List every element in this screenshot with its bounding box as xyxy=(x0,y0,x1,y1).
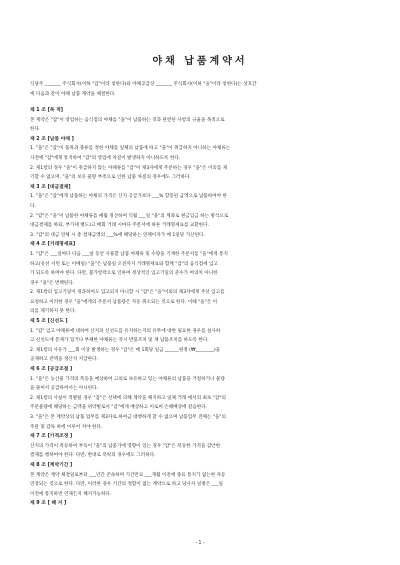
article-line: 이전에 통지하면 언제든지 해지가능하다. xyxy=(30,491,112,497)
article-line: 산지의 가격이 폭등하여 부득이 "을"의 납품가에 영향이 있는 경우 "갑"은 폭등한 가격을 감안한 xyxy=(30,443,221,449)
article-heading: 제 3 조 [대금결제] xyxy=(30,184,71,190)
article-line: 1. "갑" 입고 야채류에 대하여 산지의 신선도를 유지하는지의 유무에 대한 필요한 경우를 실사하 xyxy=(30,328,221,334)
article-line: 3. "갑"의 대금 연체 시 총 결제금액의 ___%에 해당하는 연체이자가 매 1일당 가산된다. xyxy=(30,232,205,238)
article-line: 2. "갑"은 "을"이 납품한 야채류를 매월 정산하여 익월 ___일 "을"의 계좌로 현금입금 하는 방식으로 xyxy=(30,213,229,219)
article-section xyxy=(30,317,375,365)
article-line: 1. "갑"은 ___일마다 다음 ___일 동안 사용할 납품 야채류 및 수량을 기재한 주문서를 "을"에게 통지 xyxy=(30,251,228,257)
article-line: 공제하고 잔액을 정산지 지급한다. xyxy=(30,357,98,363)
article-body xyxy=(30,442,375,461)
document-title: 야채 납품계약서 xyxy=(152,56,248,67)
article-heading: 제 1 조 [목 적] xyxy=(30,108,63,113)
article-section xyxy=(30,135,375,183)
article-body xyxy=(30,144,375,182)
article-section xyxy=(30,365,375,432)
article-section xyxy=(30,240,375,317)
article-line: 2. 제1항의 사유가 ___회 이상 발생하는 경우 "갑"은 매 1회당 일금 ______원정 (₩________)을 xyxy=(30,347,221,353)
article-line: 1. "을"은 농산물 가격의 폭등을 예상하여 고의로 보유하고 있는 야채류의 납품을 거절하거나 물량 xyxy=(30,376,225,382)
article-heading: 제 8 조 [계약기간 ] xyxy=(30,462,73,468)
article-line: 2. 제1항의 입고기일이 경과하여도 입고되지 아니할 시 "갑"은 "을"이외의 제3자에게 주선 입고를 xyxy=(30,290,225,296)
article-body xyxy=(30,116,375,135)
article-heading: 제 9 조 [ 해 지 ] xyxy=(30,501,67,507)
article-body xyxy=(30,471,375,500)
article-line: 본 계약은 계약 체결일로부터 ___년간 존속하며 기간만료 ___개월 이전에 종료 통지가 없는한 자동 xyxy=(30,472,226,478)
article-line: 을 줄여서 공급하여서는 아니된다. xyxy=(30,386,98,392)
article-section xyxy=(30,183,375,241)
article-line: 본 계약은 "갑"이 영업하는 음식점의 야채를 "을"이 납품하는 것과 관련된 사항의 규율을 목적으로 xyxy=(30,117,225,123)
intro-line: 에 다음과 같이 야채 납품 계약을 체결한다. xyxy=(30,91,116,97)
article-line: 주관 및 감독 하에 이루어 져야 한다. xyxy=(30,424,103,430)
article-line: 대금결제를 하되, 부가세 별도)고 매회 거래 시마다 주문서에 따른 거래명세표를 교환한다. xyxy=(30,223,210,229)
article-line: 가 되도록 하여야 한다. 다만, 불가항력으로 인하여 정상적인 입고기일의 준수가 여의치 아니한 xyxy=(30,271,218,277)
article-line: 주문물량에 해당하는 금액을 위약벌로서 "갑"에게 배상하고 이로써 손해배상에 갈음한다. xyxy=(30,405,208,411)
article-line: 1. "을"은 "갑"이 품목과 종류를 정한 야채를 일체의 납품에 따고 "을"이 취급하지 아니하는 야채류는 xyxy=(30,146,231,152)
article-body xyxy=(30,192,375,240)
article-line: 2. 제1항의 경우 "을"이 취급하지 않는 야채류를 "갑"이 제3자에게 주문하는 경우 "을"은 이의를 제 xyxy=(30,165,228,171)
article-line: 경우 "을"은 면책된다. xyxy=(30,280,75,286)
article-body xyxy=(30,327,375,365)
article-heading: 제 2 조 [납품 야채 ] xyxy=(30,136,74,142)
article-section xyxy=(30,461,375,499)
article-line: 고 신선도에 문제가 있거나 부패한 야채류는 즉시 반품조치 및 재 납품조치를 하도록 한다. xyxy=(30,338,209,344)
article-line: 한다. xyxy=(30,127,41,133)
article-section xyxy=(30,432,375,461)
article-line: 3. "을"은 본 계약상의 납품 업무를 제3자로 하여금 대행하게 할 수 없으며 납품업무 전체는 "을"의 xyxy=(30,415,226,420)
article-section xyxy=(30,106,375,135)
intro-paragraph xyxy=(30,80,372,99)
articles-list xyxy=(30,106,375,509)
intro-line: 식당주 _______ 주식회사(이하 "갑"이라 칭한다)와 야채공급상 _______ 주식회사(이하 "을"이라 칭한다)는 상호간 xyxy=(30,82,257,87)
article-line: 연장되는 것으로 한다. 다만, 이러한 경우 기간의 정함이 없는 계약으로 하고 당사자 일방은 ___일 xyxy=(30,482,223,488)
article-heading: 제 5 조 [신선도 ] xyxy=(30,319,68,325)
article-line: 다. xyxy=(30,203,36,209)
article-line: 사전에 "갑"에게 통지하여 "갑"의 영업에 차질이 발생하지 아니하도록 한다. xyxy=(30,155,181,161)
article-line: 2. 제1항의 사실이 적발될 경우 "갑"은 선택에 의해 계약을 해지하고 일체 거래 에서의 최초 "갑"의 xyxy=(30,395,226,401)
page-number: - 1 - xyxy=(195,540,205,546)
article-line: 하고(유선 서면 또는 이메일) "을"은 납품일 오전까지 거래명세표와 함께 "갑"의 음식점에 입고 xyxy=(30,261,218,267)
article-line: 요청하고 이러한 경우 "을"에게의 주문서 납품량은 자동 취소되는 것으로 한다. 이때 "을"은 이 xyxy=(30,299,218,305)
article-heading: 제 6 조 [공급조절 ] xyxy=(30,367,73,373)
article-line: 1. "을"은 "갑"에게 납품하는 야채의 가격은 산지 공급가보다 ___% 할증된 금액으로 납품하여야 한 xyxy=(30,194,227,200)
article-body xyxy=(30,375,375,433)
article-heading: 제 7 조 [가격조정 ] xyxy=(30,434,73,440)
article-line: 결제를 행하여야 한다. 다만, 반대로 폭락의 경우에도 그러하다. xyxy=(30,453,156,459)
article-section xyxy=(30,499,375,509)
article-heading: 제 4 조 [거래명세표] xyxy=(30,242,76,248)
article-line: 기할 수 없으며, "을"의 보유 물량 부족으로 인한 납품 차질의 경우에도 그러하다. xyxy=(30,175,191,181)
article-line: 의를 제기하지 못 한다. xyxy=(30,309,76,315)
article-body xyxy=(30,250,375,317)
